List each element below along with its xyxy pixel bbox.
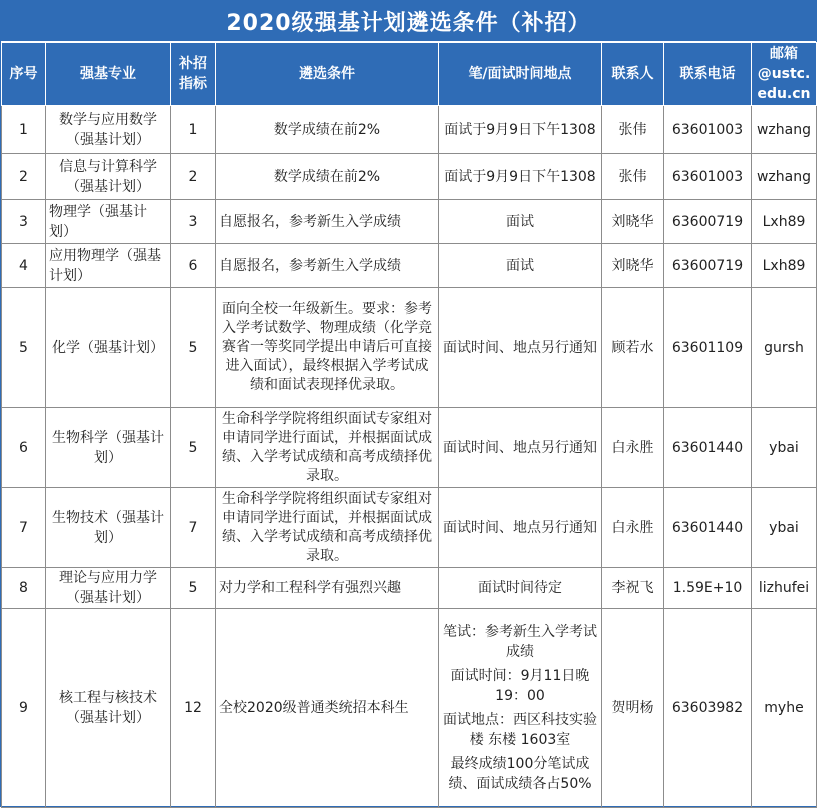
cell-quota: 3 — [171, 200, 216, 244]
cell-major: 生物技术（强基计划） — [46, 488, 171, 568]
exam-written: 笔试：参考新生入学考试成绩 — [443, 624, 597, 660]
cell-condition: 面向全校一年级新生。要求：参考入学考试数学、物理成绩（化学竞赛省一等奖同学提出申请后可直接进入面试），最终根据入学考试成绩和面试表现择优录取。 — [216, 288, 439, 408]
cell-no: 3 — [2, 200, 46, 244]
cell-phone: 63601440 — [664, 408, 752, 488]
cell-contact: 顾若水 — [602, 288, 664, 408]
cell-major: 化学（强基计划） — [46, 288, 171, 408]
cell-condition: 生命科学学院将组织面试专家组对申请同学进行面试，并根据面试成绩、入学考试成绩和高考成绩择优录取。 — [216, 488, 439, 568]
sheet-title: 2020级强基计划遴选条件（补招） — [1, 1, 816, 42]
cell-condition: 生命科学学院将组织面试专家组对申请同学进行面试，并根据面试成绩、入学考试成绩和高考成绩择优录取。 — [216, 408, 439, 488]
header-quota: 补招指标 — [171, 43, 216, 106]
cell-exam: 面试 — [439, 244, 602, 288]
cell-contact: 白永胜 — [602, 408, 664, 488]
exam-final-score: 最终成绩100分笔试成绩、面试成绩各占50% — [448, 756, 592, 792]
header-email-line3: edu.cn — [757, 86, 811, 102]
cell-no: 8 — [2, 568, 46, 609]
table-row — [2, 408, 817, 488]
header-condition: 遴选条件 — [216, 43, 439, 106]
cell-contact: 白永胜 — [602, 488, 664, 568]
cell-condition: 对力学和工程科学有强烈兴趣 — [216, 568, 439, 609]
cell-phone: 1.59E+10 — [664, 568, 752, 609]
cell-quota: 2 — [171, 154, 216, 200]
cell-phone: 63601109 — [664, 288, 752, 408]
cell-phone: 63601440 — [664, 488, 752, 568]
cell-contact: 张伟 — [602, 154, 664, 200]
cell-contact: 刘晓华 — [602, 200, 664, 244]
cell-condition: 自愿报名，参考新生入学成绩 — [216, 244, 439, 288]
cell-phone: 63603982 — [664, 609, 752, 808]
cell-major: 信息与计算科学（强基计划） — [46, 154, 171, 200]
cell-condition: 数学成绩在前2% — [216, 106, 439, 154]
cell-quota: 5 — [171, 408, 216, 488]
table-row — [2, 609, 817, 808]
cell-major: 物理学（强基计划） — [46, 200, 171, 244]
header-email-line2: @ustc. — [757, 66, 811, 82]
selection-table — [1, 42, 817, 808]
cell-phone: 63601003 — [664, 154, 752, 200]
header-email-line1: 邮箱 — [770, 46, 798, 62]
cell-contact: 贺明杨 — [602, 609, 664, 808]
header-email — [752, 43, 817, 106]
cell-exam: 面试 — [439, 200, 602, 244]
header-no: 序号 — [2, 43, 46, 106]
header-major: 强基专业 — [46, 43, 171, 106]
cell-no: 2 — [2, 154, 46, 200]
cell-email: ybai — [752, 488, 817, 568]
cell-exam: 面试时间待定 — [439, 568, 602, 609]
cell-condition: 数学成绩在前2% — [216, 154, 439, 200]
cell-email: wzhang — [752, 154, 817, 200]
cell-quota: 5 — [171, 288, 216, 408]
cell-email: wzhang — [752, 106, 817, 154]
cell-exam — [439, 609, 602, 808]
cell-no: 1 — [2, 106, 46, 154]
cell-quota: 1 — [171, 106, 216, 154]
cell-email: Lxh89 — [752, 200, 817, 244]
cell-email: gursh — [752, 288, 817, 408]
cell-no: 9 — [2, 609, 46, 808]
cell-email: ybai — [752, 408, 817, 488]
cell-condition: 全校2020级普通类统招本科生 — [216, 609, 439, 808]
cell-exam: 面试于9月9日下午1308 — [439, 154, 602, 200]
cell-quota: 12 — [171, 609, 216, 808]
cell-exam: 面试时间、地点另行通知 — [439, 288, 602, 408]
cell-contact: 张伟 — [602, 106, 664, 154]
cell-no: 6 — [2, 408, 46, 488]
exam-interview-time: 面试时间：9月11日晚19：00 — [450, 668, 590, 704]
cell-major: 理论与应用力学（强基计划） — [46, 568, 171, 609]
cell-contact: 刘晓华 — [602, 244, 664, 288]
cell-exam: 面试于9月9日下午1308 — [439, 106, 602, 154]
cell-major: 生物科学（强基计划） — [46, 408, 171, 488]
cell-quota: 5 — [171, 568, 216, 609]
table-row — [2, 488, 817, 568]
cell-email: Lxh89 — [752, 244, 817, 288]
table-row — [2, 244, 817, 288]
table-row — [2, 200, 817, 244]
header-exam: 笔/面试时间地点 — [439, 43, 602, 106]
cell-no: 7 — [2, 488, 46, 568]
cell-exam: 面试时间、地点另行通知 — [439, 488, 602, 568]
cell-no: 5 — [2, 288, 46, 408]
cell-major: 核工程与核技术（强基计划） — [46, 609, 171, 808]
cell-phone: 63600719 — [664, 244, 752, 288]
exam-interview-place: 面试地点：西区科技实验楼 东楼 1603室 — [443, 712, 597, 748]
cell-phone: 63600719 — [664, 200, 752, 244]
table-row — [2, 154, 817, 200]
cell-exam: 面试时间、地点另行通知 — [439, 408, 602, 488]
table-row — [2, 106, 817, 154]
cell-condition: 自愿报名，参考新生入学成绩 — [216, 200, 439, 244]
cell-email: lizhufei — [752, 568, 817, 609]
table-row — [2, 288, 817, 408]
cell-major: 应用物理学（强基计划） — [46, 244, 171, 288]
cell-major: 数学与应用数学（强基计划） — [46, 106, 171, 154]
cell-email: myhe — [752, 609, 817, 808]
cell-quota: 6 — [171, 244, 216, 288]
table-row — [2, 568, 817, 609]
header-row — [2, 43, 817, 106]
cell-no: 4 — [2, 244, 46, 288]
header-contact: 联系人 — [602, 43, 664, 106]
cell-contact: 李祝飞 — [602, 568, 664, 609]
header-phone: 联系电话 — [664, 43, 752, 106]
cell-quota: 7 — [171, 488, 216, 568]
cell-phone: 63601003 — [664, 106, 752, 154]
